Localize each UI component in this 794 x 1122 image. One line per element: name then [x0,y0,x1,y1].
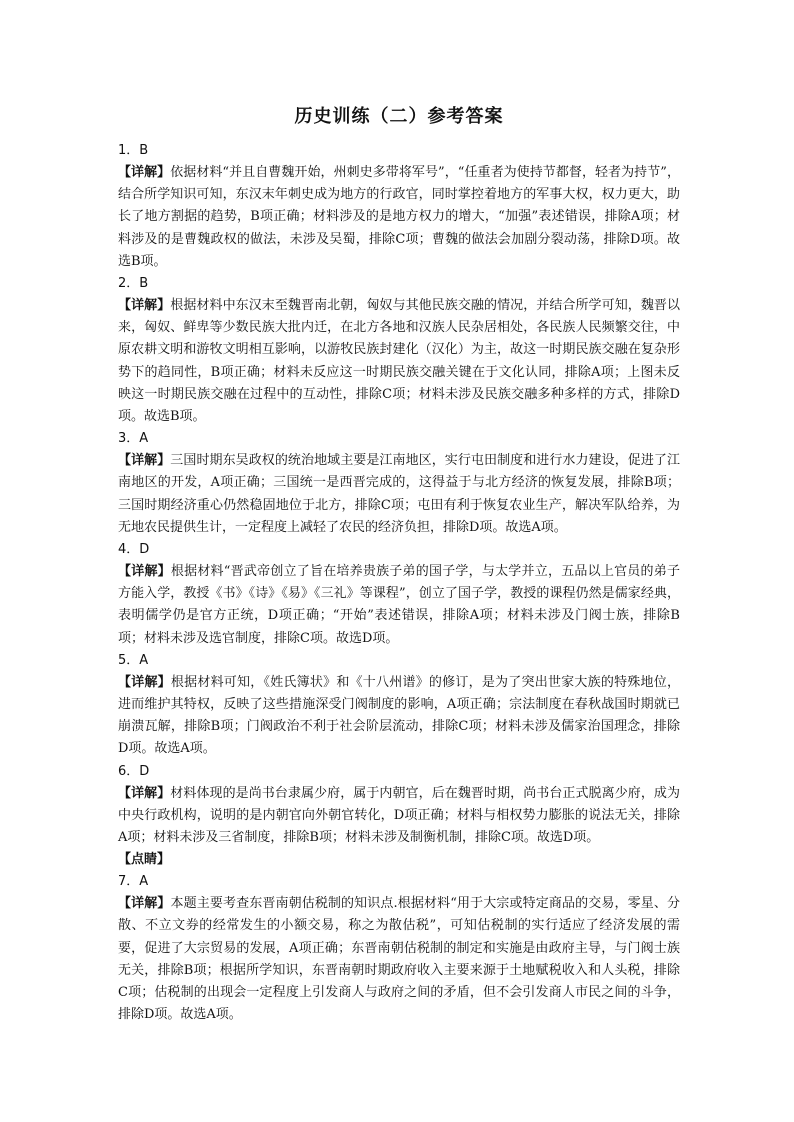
answer-item-4 [118,539,680,650]
answer-item-3 [118,428,680,539]
explanation-tag: 【详解】 [118,896,171,912]
explanation-tag: 【详解】 [118,453,171,469]
explanation [118,672,680,761]
explanation [118,893,680,1026]
explanation-text: 根据材料“晋武帝创立了旨在培养贵族子弟的国子学，与太学并立，五品以上官员的弟子方能入学，教授《书》《诗》《易》《三礼》等课程”，创立了国子学，教授的课程仍然是儒家经典，表明儒学仍是官方正统，D项正确；“开始”表述错误，排除A项；材料未涉及门阀士族，排除B项；材料未涉及选官制度，排除C项。故选D项。 [118,564,680,646]
answer-item-6 [118,761,680,872]
question-number: 5．A [118,652,149,668]
explanation-text: 三国时期东吴政权的统治地域主要是江南地区，实行屯田制度和进行水力建设，促进了江南地区的开发，A项正确；三国统一是西晋完成的，这得益于与北方经济的恢复发展，排除B项；三国时期经济重心仍然稳固地位于北方，排除C项；屯田有利于恢复农业生产，解决军队给养，为无地农民提供生计，一定程度上减轻了农民的经济负担，排除D项。故选A项。 [118,453,680,535]
explanation-tag: 【详解】 [118,298,171,314]
explanation-tag: 【详解】 [118,564,171,580]
question-number: 4．D [118,542,150,558]
answer-item-5 [118,650,680,761]
explanation [118,450,680,539]
explanation-text: 材料体现的是尚书台隶属少府，属于内朝官，后在魏晋时期，尚书台正式脱离少府，成为中央行政机构，说明的是内朝官向外朝官转化，D项正确；材料与相权势力膨胀的说法无关，排除A项；材料未涉及三省制度，排除B项；材料未涉及制衡机制，排除C项。故选D项。 [118,785,680,846]
question-number: 3．A [118,431,149,447]
explanation-tag: 【详解】 [118,674,171,690]
explanation-text: 根据材料可知，《姓氏簿状》和《十八州谱》的修订，是为了突出世家大族的特殊地位，进而维护其特权，反映了这些措施深受门阀制度的影响，A项正确；宗法制度在春秋战国时期就已崩溃瓦解，排除B项；门阀政治不利于社会阶层流动，排除C项；材料未涉及儒家治国理念，排除D项。故选A项。 [118,674,680,757]
explanation-text: 依据材料“并且自曹魏开始，州刺史多带将军号”，“任重者为使持节都督，轻者为持节”，结合所学知识可知，东汉末年刺史成为地方的行政官，同时掌控着地方的军事大权，权力更大，助长了地方割据的趋势，B项正确；材料涉及的是地方权力的增大，“加强”表述错误，排除A项；材料涉及的是曹魏政权的做法，未涉及吴蜀，排除C项；曹魏的做法会加剧分裂动荡，排除D项。故选B项。 [118,165,680,269]
answer-item-2 [118,273,680,428]
explanation [118,561,680,650]
explanation [118,295,680,428]
question-number: 7．A [118,874,149,890]
explanation-text: 根据材料中东汉末至魏晋南北朝，匈奴与其他民族交融的情况，并结合所学可知，魏晋以来，匈奴、鲜卑等少数民族大批内迁，在北方各地和汉族人民杂居相处，各民族人民频繁交往，中原农耕文明和游牧文明相互影响，以游牧民族封建化（汉化）为主，故这一时期民族交融在复杂形势下的趋同性，B项正确；材料未反应这一时期民族交融关键在于文化认同，排除A项；上图未反映这一时期民族交融在过程中的互动性，排除C项；材料未涉及民族交融多种多样的方式，排除D项。故选B项。 [118,298,680,425]
explanation [118,162,680,273]
question-number: 6．D [118,763,150,779]
question-number: 2．B [118,276,149,292]
note-label: 【点睛】 [118,852,171,868]
explanation-tag: 【详解】 [118,785,171,801]
explanation [118,783,680,850]
answer-item-1 [118,140,680,273]
answer-item-7 [118,871,680,1026]
page-title: 历史训练（二）参考答案 [294,106,504,127]
explanation-tag: 【详解】 [118,165,171,180]
explanation-text: 本题主要考查东晋南朝估税制的知识点.根据材料“用于大宗或特定商品的交易，零星、分散、不立文券的经常发生的小额交易，称之为散估税”，可知估税制的实行适应了经济发展的需要，促进了大宗贸易的发展，A项正确；东晋南朝估税制的制定和实施是由政府主导，与门阀士族无关，排除B项；根据所学知识，东晋南朝时期政府收入主要来源于土地赋税收入和人头税，排除C项；估税制的出现会一定程度上引发商人与政府之间的矛盾，但不会引发商人市民之间的斗争，排除D项。故选A项。 [118,896,680,1023]
question-number: 1．B [118,143,149,158]
